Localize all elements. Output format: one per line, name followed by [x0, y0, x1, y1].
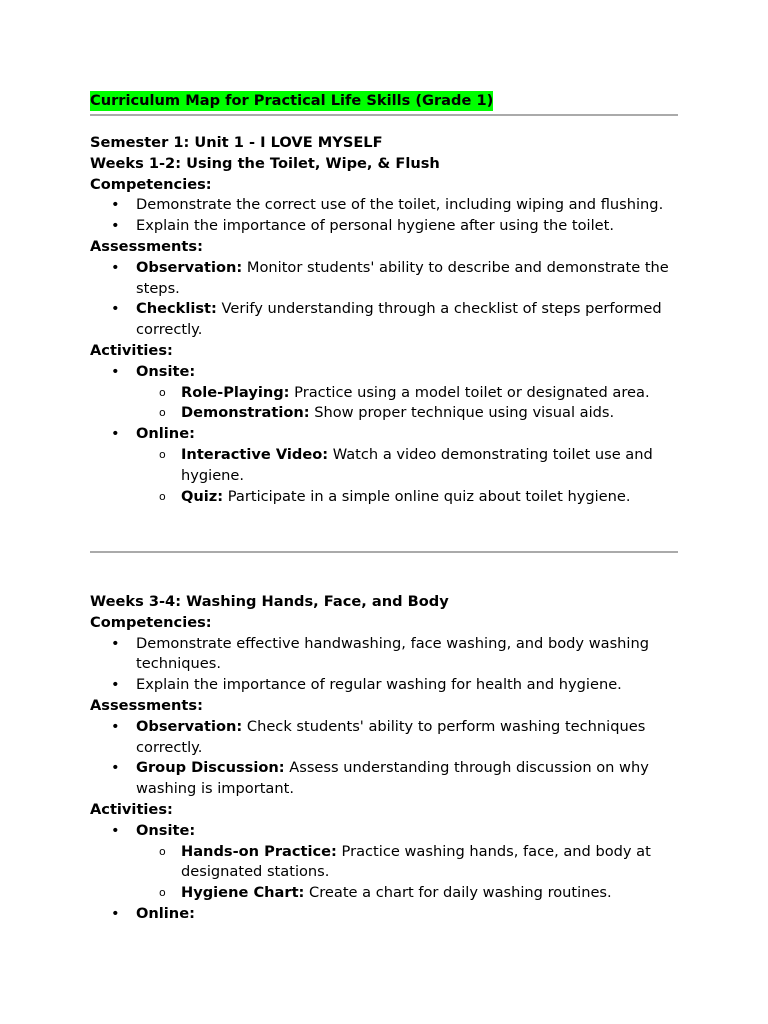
item-text: Check students' ability to perform washing techniques correctly. [136, 717, 646, 756]
onsite-list [136, 383, 678, 425]
item-text: Verify understanding through a checklist of steps performed correctly. [136, 300, 662, 339]
list-item [90, 821, 678, 904]
weeks-heading: Weeks 3-4: Washing Hands, Face, and Body [90, 593, 449, 610]
section-weeks-1-2 [90, 133, 678, 507]
divider-middle [90, 551, 678, 553]
competencies-label: Competencies: [90, 613, 212, 631]
list-item [90, 362, 678, 424]
list-item [90, 258, 678, 300]
weeks-heading: Weeks 1-2: Using the Toilet, Wipe, & Flush [90, 154, 440, 172]
onsite-label: Onsite: [136, 821, 196, 839]
activities-label: Activities: [90, 800, 173, 818]
online-label: Online: [136, 904, 195, 922]
activities-list [90, 362, 678, 508]
item-label: Group Discussion: [136, 759, 285, 777]
online-label: Online: [136, 425, 195, 443]
assessments-label: Assessments: [90, 237, 203, 255]
list-item [136, 383, 678, 404]
assessments-label: Assessments: [90, 696, 203, 714]
list-item [136, 842, 678, 884]
onsite-label: Onsite: [136, 362, 196, 380]
onsite-list [136, 842, 678, 904]
item-text: Monitor students' ability to describe and demonstrate the steps. [136, 258, 669, 297]
list-item [90, 424, 678, 507]
item-text: Show proper technique using visual aids. [309, 404, 615, 422]
item-text: Watch a video demonstrating toilet use and hygiene. [181, 445, 653, 484]
item-text: Practice washing hands, face, and body at designated stations. [181, 842, 651, 881]
item-text: Assess understanding through discussion on why washing is important. [136, 759, 649, 798]
competencies-list [90, 195, 678, 237]
online-list [136, 445, 678, 507]
list-item [90, 299, 678, 341]
competencies-list [90, 634, 678, 696]
list-item [136, 487, 678, 508]
item-label: Observation: [136, 717, 243, 735]
item-label: Hands-on Practice: [181, 842, 337, 860]
item-label: Role-Playing: [181, 383, 290, 401]
item-label: Interactive Video: [181, 445, 329, 463]
list-item: • Explain the importance of regular washing for health and hygiene. [90, 675, 678, 696]
list-item [136, 445, 678, 487]
assessments-list [90, 258, 678, 341]
list-item [90, 904, 678, 925]
list-item [90, 717, 678, 759]
list-item: • Demonstrate effective handwashing, face washing, and body washing techniques. [90, 634, 678, 676]
item-label: Quiz: [181, 487, 224, 505]
list-item: • Demonstrate the correct use of the toilet, including wiping and flushing. [90, 195, 678, 216]
item-label: Demonstration: [181, 404, 310, 422]
competencies-label: Competencies: [90, 175, 212, 193]
list-item: • Explain the importance of personal hygiene after using the toilet. [90, 216, 678, 237]
assessments-list [90, 717, 678, 800]
semester-heading: Semester 1: Unit 1 - I LOVE MYSELF [90, 134, 383, 151]
activities-label: Activities: [90, 341, 173, 359]
list-item [90, 758, 678, 800]
section-weeks-3-4 [90, 592, 678, 925]
document-title: Curriculum Map for Practical Life Skills (Grade 1) [90, 92, 494, 109]
item-text: Practice using a model toilet or designated area. [289, 383, 650, 401]
item-text: Participate in a simple online quiz about toilet hygiene. [223, 487, 631, 505]
list-item [136, 403, 678, 424]
item-text: Create a chart for daily washing routines. [304, 884, 612, 902]
divider-top [90, 114, 678, 116]
activities-list [90, 821, 678, 925]
item-label: Observation: [136, 258, 243, 276]
item-label: Hygiene Chart: [181, 884, 305, 902]
item-label: Checklist: [136, 300, 217, 318]
list-item [136, 883, 678, 904]
